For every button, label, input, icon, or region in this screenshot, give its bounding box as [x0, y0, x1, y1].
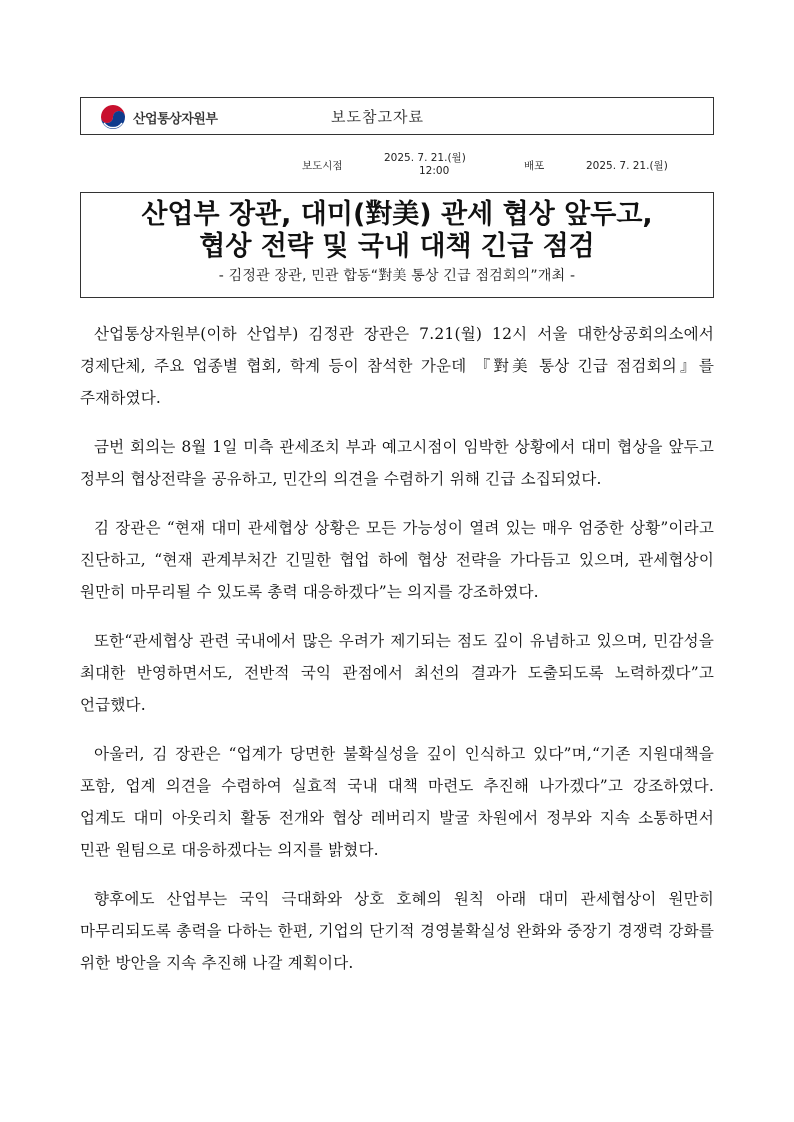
- press-time-label: 보도시점: [302, 160, 343, 172]
- paragraph: 아울러, 김 장관은 “업계가 당면한 불확실성을 깊이 인식하고 있다”며,“기존 지원대책을 포함, 업계 의견을 수렴하여 실효적 국내 대책 마련도 추진해 나가겠다”고 강조하였다. 업계도 대미 아웃리치 활동 전개와 협상 레버리지 발굴 차원에서 정부와 지속 소통하면서 민관 원팀으로 대응하겠다는 의지를 밝혔다.: [80, 745, 714, 859]
- distribution-label: 배포: [524, 160, 545, 172]
- paragraph: 또한“관세협상 관련 국내에서 많은 우려가 제기되는 점도 깊이 유념하고 있으며, 민감성을 최대한 반영하면서도, 전반적 국익 관점에서 최선의 결과가 도출되도록 노력하겠다”고 언급했다.: [80, 632, 714, 714]
- paragraph: 향후에도 산업부는 국익 극대화와 상호 호혜의 원칙 아래 대미 관세협상이 원만히 마무리되도록 총력을 다하는 한편, 기업의 단기적 경영불확실성 완화와 중장기 경쟁력 강화를 위한 방안을 지속 추진해 나갈 계획이다.: [80, 890, 714, 972]
- press-time: 12:00: [419, 165, 450, 177]
- subtitle: - 김정관 장관, 민관 합동“對美 통상 긴급 점검회의”개최 -: [218, 268, 576, 284]
- title-box: [80, 192, 714, 298]
- headline-line-2: 협상 전략 및 국내 대책 긴급 점검: [199, 231, 595, 262]
- header-box: [80, 97, 714, 135]
- press-date: 2025. 7. 21.(월): [384, 152, 466, 164]
- release-info: [0, 150, 794, 180]
- document-type: 보도참고자료: [331, 108, 424, 126]
- ministry-logo: [99, 103, 217, 131]
- paragraph: 산업통상자원부(이하 산업부) 김정관 장관은 7.21(월) 12시 서울 대한상공회의소에서 경제단체, 주요 업종별 협회, 학계 등이 참석한 가운데 『對美 통상 긴급 점검회의』를 주재하였다.: [80, 325, 714, 407]
- paragraph: 금번 회의는 8월 1일 미측 관세조치 부과 예고시점이 임박한 상황에서 대미 협상을 앞두고 정부의 협상전략을 공유하고, 민간의 의견을 수렴하기 위해 긴급 소집되었다.: [80, 438, 714, 488]
- distribution-date: 2025. 7. 21.(월): [586, 160, 668, 172]
- headline-line-1: 산업부 장관, 대미(對美) 관세 협상 앞두고,: [141, 199, 653, 230]
- article-body: [80, 318, 714, 996]
- logo-text: 산업통상자원부: [133, 111, 218, 127]
- taegeuk-logo-icon: [99, 103, 127, 131]
- paragraph: 김 장관은 “현재 대미 관세협상 상황은 모든 가능성이 열려 있는 매우 엄중한 상황”이라고 진단하고, “현재 관계부처간 긴밀한 협업 하에 협상 전략을 가다듬고 있으며, 관세협상이 원만히 마무리될 수 있도록 총력 대응하겠다”는 의지를 강조하였다.: [80, 519, 714, 601]
